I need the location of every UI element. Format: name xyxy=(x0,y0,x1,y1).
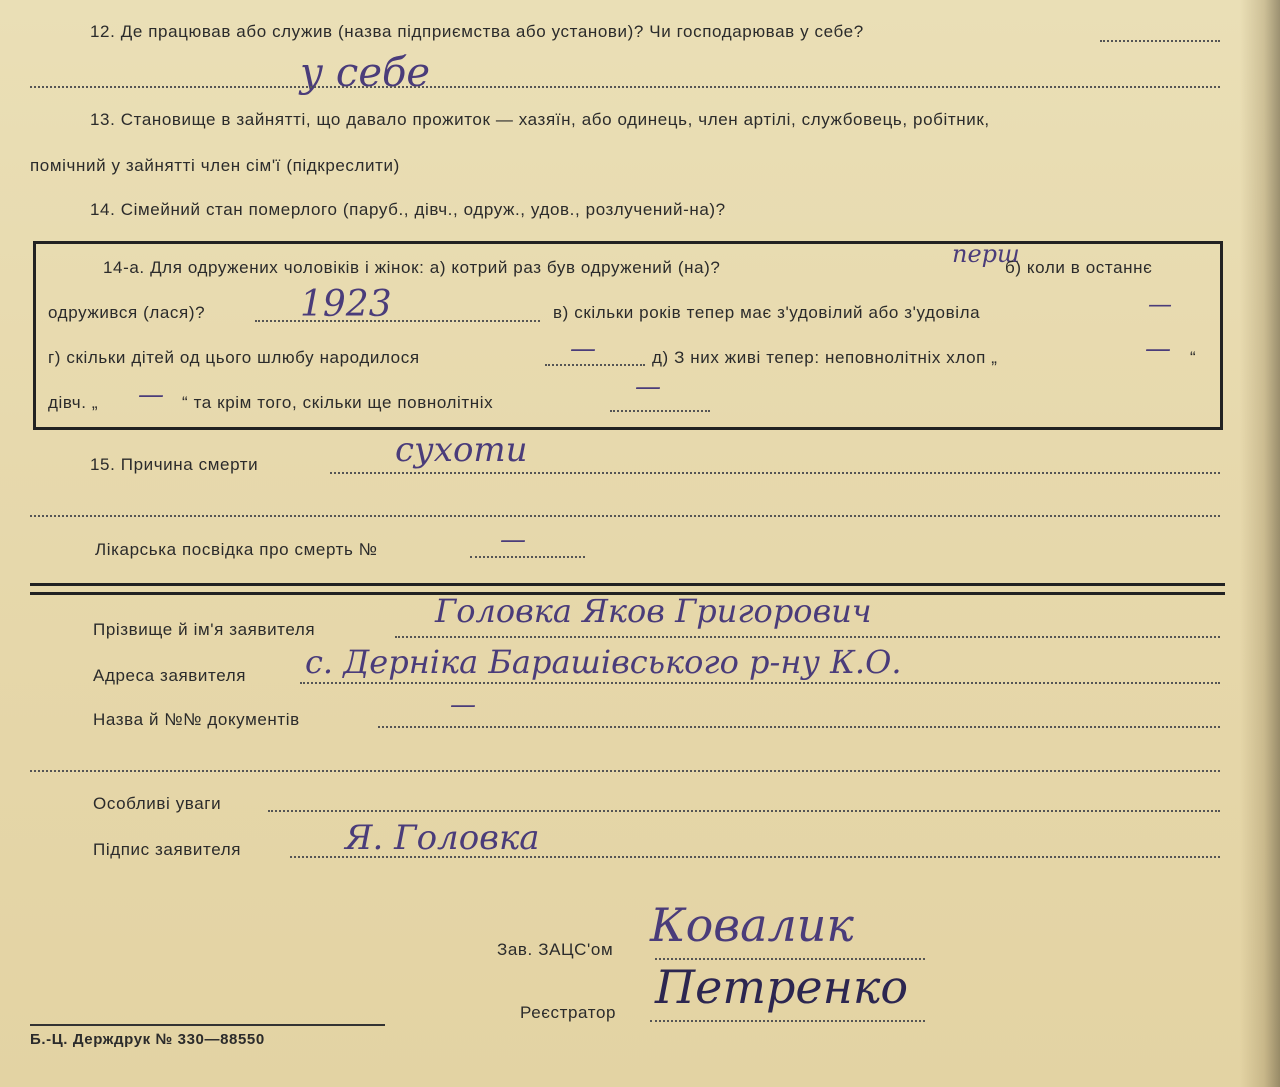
registrar-signature-line xyxy=(650,1020,925,1022)
q14a-line4a: дівч. „ xyxy=(48,393,99,412)
applicant-notes-line xyxy=(268,810,1220,812)
q14a-answer-v: — xyxy=(1148,290,1172,318)
q14a-line2b: в) скільки років тепер має з'удовілий або з'удовіла xyxy=(553,303,981,322)
applicant-docs-value: — xyxy=(450,690,476,720)
q13-line2: помічний у зайнятті член сім'ї (підкреслити) xyxy=(30,156,400,175)
separator-top xyxy=(30,583,1225,586)
applicant-address-line xyxy=(300,682,1220,684)
registrar-signature: Петренко xyxy=(655,960,909,1014)
q14a-answer-g: — xyxy=(570,334,596,364)
q14a-line3a: г) скільки дітей од цього шлюбу народилося xyxy=(48,348,420,367)
head-signature: Ковалик xyxy=(650,898,854,952)
applicant-signature-line xyxy=(290,856,1220,858)
applicant-docs-line xyxy=(378,726,1220,728)
applicant-name-label: Прізвище й ім'я заявителя xyxy=(93,620,316,639)
q14a-answer-d2: — xyxy=(138,380,164,410)
q12-answer: у себе xyxy=(300,50,431,96)
q12-label: 12. Де працював або служив (назва підприємства або установи)? Чи господарював у себе? xyxy=(90,22,864,41)
head-label: Зав. ЗАЦС'ом xyxy=(497,940,614,959)
q14a-line1b: б) коли в останнє xyxy=(1005,258,1153,277)
q15-answer: сухоти xyxy=(395,430,528,470)
q14-label: 14. Сімейний стан померлого (паруб., дівч., одруж., удов., розлучений-на)? xyxy=(90,200,726,219)
applicant-extra-line xyxy=(30,770,1220,772)
q14a-answer-d3: — xyxy=(635,372,661,402)
applicant-address-value: с. Дерніка Барашівського р-ну К.О. xyxy=(305,643,902,681)
page-edge-shadow xyxy=(1240,0,1280,1087)
q14a-answer-b-line xyxy=(255,320,540,322)
printer-imprint: Б.-Ц. Держдрук № 330—88550 xyxy=(30,1031,265,1048)
q15-label: 15. Причина смерти xyxy=(90,455,259,474)
imprint-rule xyxy=(30,1024,385,1026)
certificate-line xyxy=(470,556,585,558)
applicant-name-value: Головка Яков Григорович xyxy=(435,592,872,630)
q14a-answer-d1: — xyxy=(1145,334,1171,364)
registrar-label: Реєстратор xyxy=(520,1003,617,1022)
certificate-answer: — xyxy=(500,525,526,555)
applicant-name-line xyxy=(395,636,1220,638)
q14a-line3c: “ xyxy=(1190,348,1197,367)
q14a-answer-d3-line xyxy=(610,410,710,412)
q14a-answer-a: перш xyxy=(952,240,1020,268)
q14a-answer-b: 1923 xyxy=(300,284,392,325)
q12-answer-line xyxy=(30,86,1220,88)
applicant-address-label: Адреса заявителя xyxy=(93,666,247,685)
q15-extra-line xyxy=(30,515,1220,517)
applicant-signature-value: Я. Головка xyxy=(345,818,540,858)
q14a-line1a: 14-а. Для одружених чоловіків і жінок: а) котрий раз був одружений (на)? xyxy=(103,258,721,277)
q12-dotted-line xyxy=(1100,40,1220,42)
q14a-line4b: “ та крім того, скільки ще повнолітніх xyxy=(182,393,494,412)
applicant-notes-label: Особливі уваги xyxy=(93,794,222,813)
q14a-line2a: одружився (лася)? xyxy=(48,303,206,322)
q13-line1: 13. Становище в зайнятті, що давало прожиток — хазяїн, або одинець, член артілі, службовець, робітник, xyxy=(90,110,990,129)
applicant-signature-label: Підпис заявителя xyxy=(93,840,242,859)
q15-answer-line xyxy=(330,472,1220,474)
q14a-answer-g-line xyxy=(545,364,645,366)
q14a-line3b: д) З них живі тепер: неповнолітніх хлоп „ xyxy=(652,348,998,367)
applicant-docs-label: Назва й №№ документів xyxy=(93,710,300,729)
certificate-label: Лікарська посвідка про смерть № xyxy=(95,540,378,559)
